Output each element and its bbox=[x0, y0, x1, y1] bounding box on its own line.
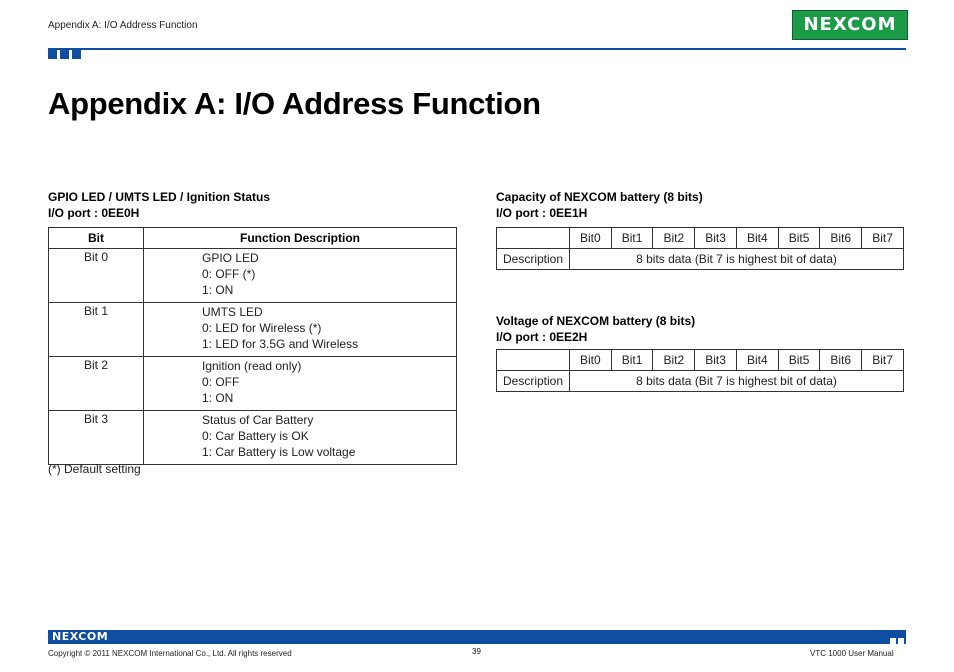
empty-cell bbox=[497, 228, 570, 249]
header-square-2 bbox=[60, 50, 69, 59]
footer-logo: NEXCOM bbox=[52, 630, 109, 643]
voltage-caption bbox=[496, 313, 695, 345]
bit-header: Bit1 bbox=[611, 350, 653, 371]
empty-cell bbox=[497, 350, 570, 371]
bit-cell: Bit 1 bbox=[49, 303, 144, 357]
gpio-caption bbox=[48, 189, 270, 221]
bit-header: Bit7 bbox=[862, 228, 904, 249]
bit-header: Bit3 bbox=[695, 350, 737, 371]
footer-bar bbox=[48, 630, 906, 644]
bit-cell: Bit 0 bbox=[49, 249, 144, 303]
description-value: 8 bits data (Bit 7 is highest bit of data) bbox=[570, 249, 904, 270]
capacity-table bbox=[496, 227, 904, 270]
desc-line: GPIO LED bbox=[202, 251, 259, 265]
manual-name: VTC 1000 User Manual bbox=[810, 649, 894, 658]
header-square-3 bbox=[72, 50, 81, 59]
desc-line: 1: LED for 3.5G and Wireless bbox=[202, 337, 359, 351]
bit-header: Bit5 bbox=[778, 228, 820, 249]
desc-cell bbox=[144, 357, 457, 411]
bit-header: Bit6 bbox=[820, 228, 862, 249]
bit-cell: Bit 2 bbox=[49, 357, 144, 411]
bit-header: Bit1 bbox=[611, 228, 653, 249]
capacity-caption-title: Capacity of NEXCOM battery (8 bits) bbox=[496, 190, 703, 204]
desc-cell bbox=[144, 249, 457, 303]
voltage-caption-port: I/O port : 0EE2H bbox=[496, 330, 588, 344]
description-value: 8 bits data (Bit 7 is highest bit of data) bbox=[570, 371, 904, 392]
voltage-desc-row bbox=[497, 371, 904, 392]
desc-line: 0: OFF (*) bbox=[202, 267, 256, 281]
footer-square-1 bbox=[890, 630, 896, 636]
voltage-table bbox=[496, 349, 904, 392]
col-bit-header: Bit bbox=[49, 228, 144, 249]
bit-cell: Bit 3 bbox=[49, 411, 144, 465]
desc-line: 1: ON bbox=[202, 283, 234, 297]
gpio-table bbox=[48, 227, 457, 465]
desc-line: Status of Car Battery bbox=[202, 413, 314, 427]
bit-header: Bit0 bbox=[570, 350, 612, 371]
description-label: Description bbox=[497, 249, 570, 270]
page-title: Appendix A: I/O Address Function bbox=[48, 86, 541, 121]
header-square-1 bbox=[48, 50, 57, 59]
bit-header: Bit2 bbox=[653, 228, 695, 249]
gpio-caption-title: GPIO LED / UMTS LED / Ignition Status bbox=[48, 190, 270, 204]
voltage-bits-row bbox=[497, 350, 904, 371]
table-row bbox=[49, 303, 457, 357]
table-row bbox=[49, 249, 457, 303]
footer-square-gap-2 bbox=[898, 638, 904, 644]
desc-line: 0: OFF bbox=[202, 375, 240, 389]
desc-line: Ignition (read only) bbox=[202, 359, 302, 373]
header-rule bbox=[48, 48, 906, 50]
bit-header: Bit2 bbox=[653, 350, 695, 371]
gpio-caption-port: I/O port : 0EE0H bbox=[48, 206, 140, 220]
logo-text: NEXCOM bbox=[803, 14, 897, 35]
description-label: Description bbox=[497, 371, 570, 392]
desc-line: 1: ON bbox=[202, 391, 234, 405]
bit-header: Bit6 bbox=[820, 350, 862, 371]
running-header: Appendix A: I/O Address Function bbox=[48, 20, 198, 31]
desc-cell bbox=[144, 303, 457, 357]
bit-header: Bit7 bbox=[862, 350, 904, 371]
desc-cell bbox=[144, 411, 457, 465]
bit-header: Bit0 bbox=[570, 228, 612, 249]
gpio-table-header bbox=[49, 228, 457, 249]
footer-square-gap bbox=[890, 638, 896, 644]
capacity-caption bbox=[496, 189, 703, 221]
desc-line: UMTS LED bbox=[202, 305, 263, 319]
table-row bbox=[49, 357, 457, 411]
default-setting-note: (*) Default setting bbox=[48, 462, 141, 476]
capacity-caption-port: I/O port : 0EE1H bbox=[496, 206, 588, 220]
bit-header: Bit5 bbox=[778, 350, 820, 371]
copyright: Copyright © 2011 NEXCOM International Co., Ltd. All rights reserved bbox=[48, 649, 292, 658]
table-row bbox=[49, 411, 457, 465]
desc-line: 0: Car Battery is OK bbox=[202, 429, 309, 443]
col-desc-header: Function Description bbox=[144, 228, 457, 249]
capacity-desc-row bbox=[497, 249, 904, 270]
desc-line: 1: Car Battery is Low voltage bbox=[202, 445, 356, 459]
desc-line: 0: LED for Wireless (*) bbox=[202, 321, 322, 335]
voltage-caption-title: Voltage of NEXCOM battery (8 bits) bbox=[496, 314, 696, 328]
nexcom-logo bbox=[792, 10, 908, 40]
capacity-bits-row bbox=[497, 228, 904, 249]
page-number: 39 bbox=[472, 647, 481, 656]
bit-header: Bit4 bbox=[736, 228, 778, 249]
bit-header: Bit4 bbox=[736, 350, 778, 371]
bit-header: Bit3 bbox=[695, 228, 737, 249]
